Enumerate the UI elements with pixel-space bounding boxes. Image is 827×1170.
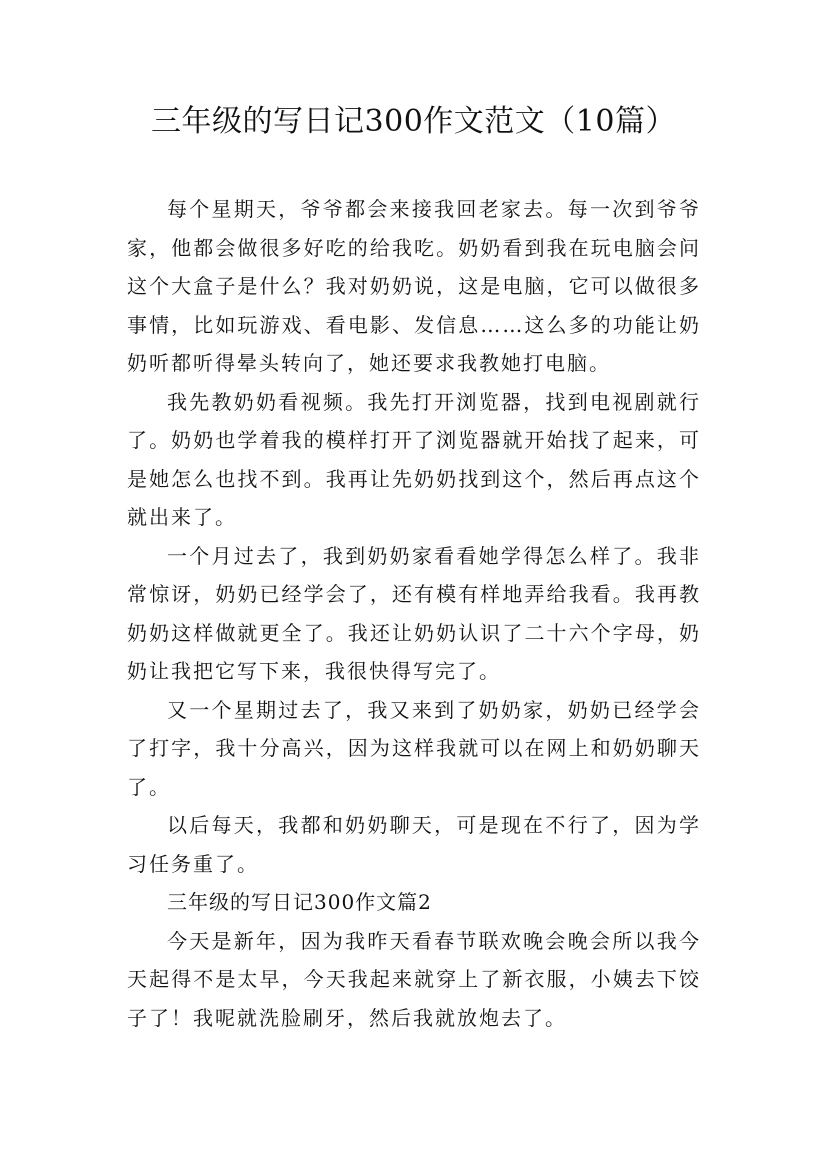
paragraph-5: 以后每天，我都和奶奶聊天，可是现在不行了，因为学习任务重了。 [127,813,701,876]
document-body [127,190,701,1037]
paragraph-2: 我先教奶奶看视频。我先打开浏览器，找到电视剧就行了。奶奶也学着我的模样打开了浏览器就开始找了起来，可是她怎么也找不到。我再让先奶奶找到这个，然后再点这个就出来了。 [127,389,701,529]
paragraph-4: 又一个星期过去了，我又来到了奶奶家，奶奶已经学会了打字，我十分高兴，因为这样我就可以在网上和奶奶聊天了。 [127,697,701,799]
paragraph-6: 今天是新年，因为我昨天看春节联欢晚会晚会所以我今天起得不是太早，今天我起来就穿上了新衣服，小姨去下饺子了！我呢就洗脸刷牙，然后我就放炮去了。 [127,928,701,1030]
paragraph-3: 一个月过去了，我到奶奶家看看她学得怎么样了。我非常惊讶，奶奶已经学会了，还有模有样地弄给我看。我再教奶奶这样做就更全了。我还让奶奶认识了二十六个字母，奶奶让我把它写下来，我很快得写完了。 [127,543,701,683]
document-title: 三年级的写日记300作文范文（10篇） [151,104,676,139]
section-heading: 三年级的写日记300作文篇2 [167,890,432,914]
paragraph-1: 每个星期天，爷爷都会来接我回老家去。每一次到爷爷家，他都会做很多好吃的给我吃。奶奶看到我在玩电脑会问这个大盒子是什么？我对奶奶说，这是电脑，它可以做很多事情，比如玩游戏、看电影、发信息……这么多的功能让奶奶听都听得晕头转向了，她还要求我教她打电脑。 [127,197,701,375]
